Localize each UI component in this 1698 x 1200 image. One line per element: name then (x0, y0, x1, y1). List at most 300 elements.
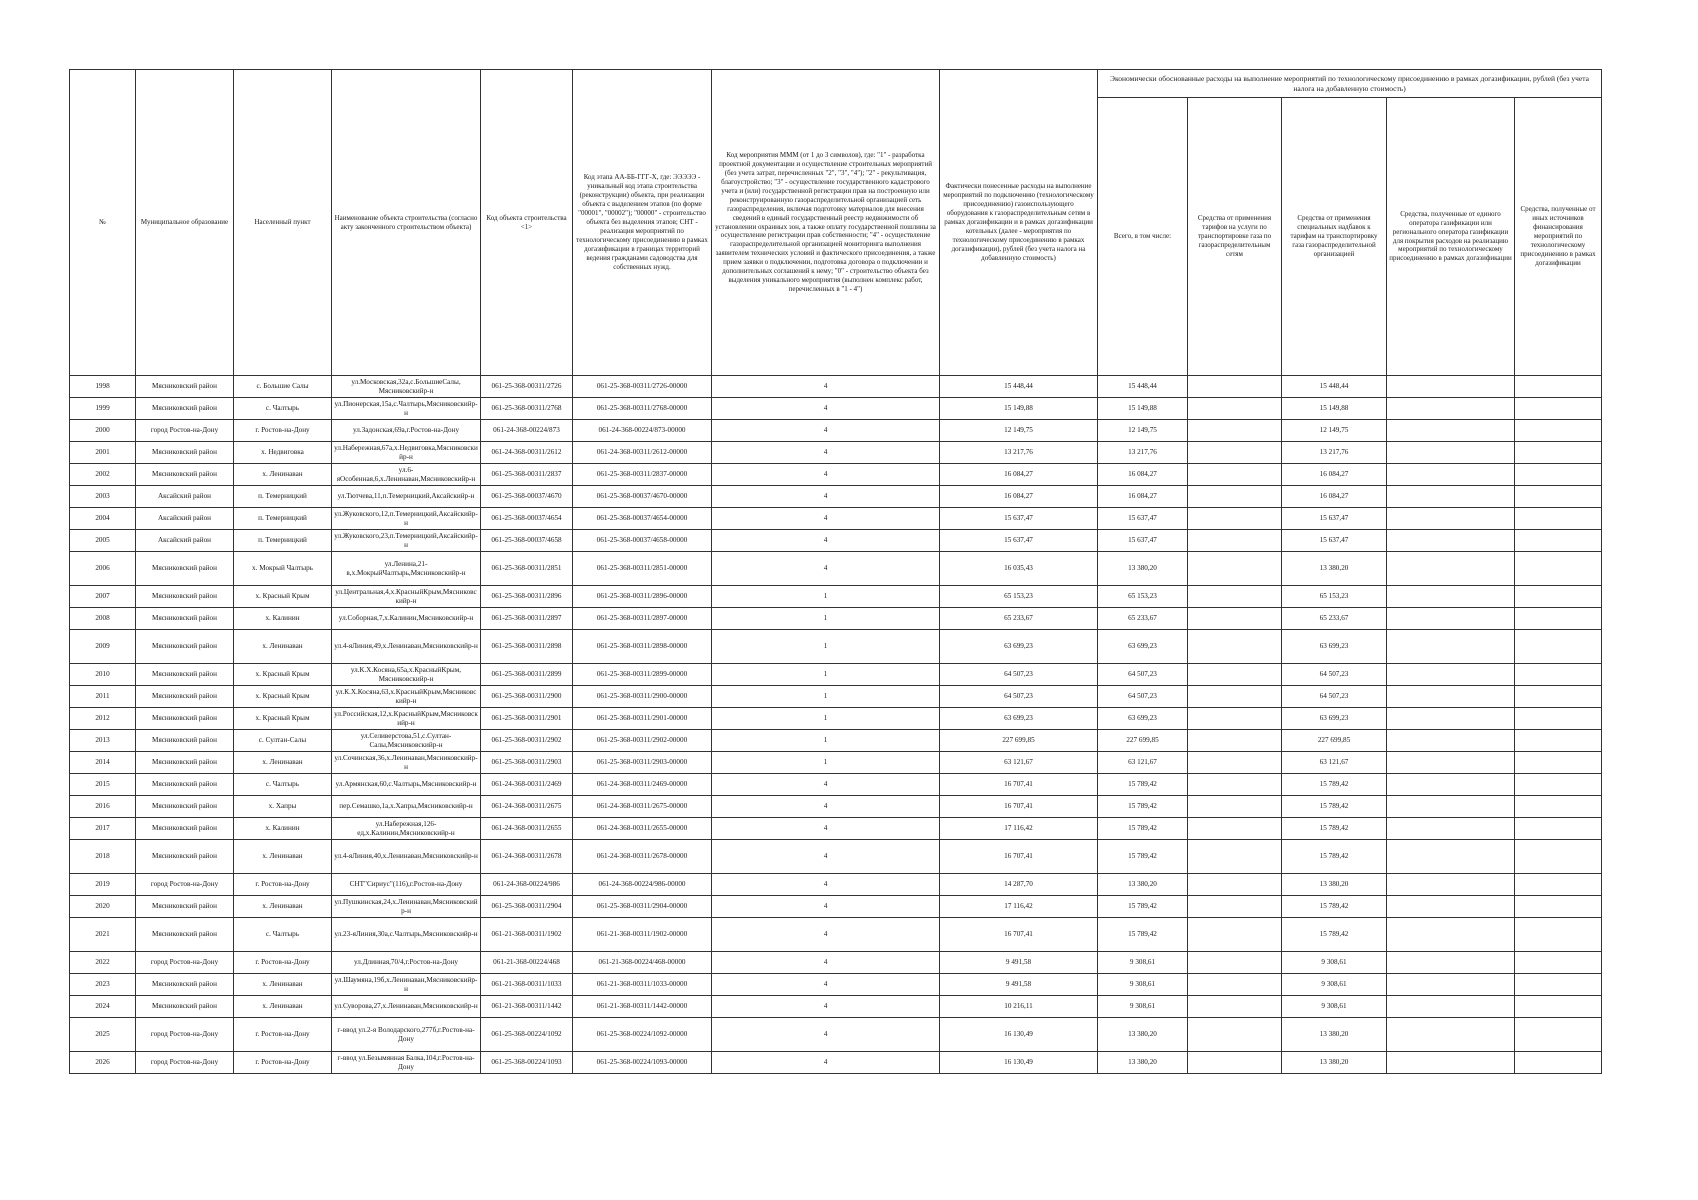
stage-code-cell: 061-24-368-00311/2678-00000 (573, 840, 712, 874)
settlement-cell: с. Чалтырь (234, 918, 332, 952)
municipality-cell: Мясниковский район (136, 996, 234, 1018)
table-row (70, 420, 1602, 442)
operator-funds-cell (1387, 874, 1515, 896)
total-cell: 13 380,20 (1098, 552, 1188, 586)
other-sources-cell (1515, 774, 1602, 796)
municipality-cell: Аксайский район (136, 530, 234, 552)
settlement-cell: х. Красный Крым (234, 686, 332, 708)
object-code-cell: 061-25-368-00311/2903 (481, 752, 573, 774)
stage-code-cell: 061-25-368-00311/2896-00000 (573, 586, 712, 608)
tariff-funds-cell (1188, 508, 1282, 530)
actual-costs-cell: 16 130,49 (940, 1052, 1098, 1074)
other-sources-cell (1515, 840, 1602, 874)
row-number: 2001 (70, 442, 136, 464)
total-cell: 65 153,23 (1098, 586, 1188, 608)
special-markup-cell: 15 789,42 (1282, 818, 1387, 840)
row-number: 1998 (70, 376, 136, 398)
event-code-cell: 4 (712, 486, 940, 508)
event-code-cell: 4 (712, 874, 940, 896)
municipality-cell: Мясниковский район (136, 752, 234, 774)
object-code-cell: 061-24-368-00311/2675 (481, 796, 573, 818)
stage-code-cell: 061-21-368-00224/468-00000 (573, 952, 712, 974)
event-code-cell: 4 (712, 774, 940, 796)
special-markup-cell: 13 217,76 (1282, 442, 1387, 464)
operator-funds-cell (1387, 464, 1515, 486)
tariff-funds-cell (1188, 774, 1282, 796)
municipality-cell: Мясниковский район (136, 708, 234, 730)
other-sources-cell (1515, 796, 1602, 818)
row-number: 2018 (70, 840, 136, 874)
actual-costs-cell: 15 637,47 (940, 530, 1098, 552)
total-cell: 13 380,20 (1098, 874, 1188, 896)
event-code-cell: 4 (712, 996, 940, 1018)
row-number: 2026 (70, 1052, 136, 1074)
settlement-cell: с. Чалтырь (234, 774, 332, 796)
municipality-cell: Мясниковский район (136, 840, 234, 874)
tariff-funds-cell (1188, 398, 1282, 420)
tariff-funds-cell (1188, 974, 1282, 996)
other-sources-cell (1515, 752, 1602, 774)
table-row (70, 896, 1602, 918)
object-code-cell: 061-25-368-00037/4658 (481, 530, 573, 552)
tariff-funds-cell (1188, 586, 1282, 608)
table-row (70, 730, 1602, 752)
row-number: 2000 (70, 420, 136, 442)
actual-costs-cell: 15 637,47 (940, 508, 1098, 530)
settlement-cell: х. Ленинаван (234, 974, 332, 996)
special-markup-cell: 63 121,67 (1282, 752, 1387, 774)
special-markup-cell: 16 084,27 (1282, 464, 1387, 486)
object-name-cell: ул.Пионерская,15а,с.Чалтырь,Мясниковскийр-н (332, 398, 481, 420)
special-markup-cell: 63 699,23 (1282, 630, 1387, 664)
operator-funds-cell (1387, 376, 1515, 398)
total-cell: 15 448,44 (1098, 376, 1188, 398)
total-cell: 64 507,23 (1098, 686, 1188, 708)
object-code-cell: 061-24-368-00311/2612 (481, 442, 573, 464)
header-other-sources: Средства, полученные от иных источников финансирования мероприятий по технологическому присоединению в рамках догазификации (1515, 98, 1602, 376)
special-markup-cell: 15 789,42 (1282, 774, 1387, 796)
event-code-cell: 1 (712, 730, 940, 752)
stage-code-cell: 061-25-368-00311/2768-00000 (573, 398, 712, 420)
table-row (70, 586, 1602, 608)
actual-costs-cell: 9 491,58 (940, 952, 1098, 974)
object-name-cell: ул.Московская,32а,с.БольшиеСалы, Мясниковскийр-н (332, 376, 481, 398)
actual-costs-cell: 63 699,23 (940, 708, 1098, 730)
settlement-cell: х. Ленинаван (234, 896, 332, 918)
actual-costs-cell: 13 217,76 (940, 442, 1098, 464)
special-markup-cell: 13 380,20 (1282, 1052, 1387, 1074)
object-name-cell: СНТ"Сириус"(116),г.Ростов-на-Дону (332, 874, 481, 896)
stage-code-cell: 061-25-368-00311/2901-00000 (573, 708, 712, 730)
other-sources-cell (1515, 874, 1602, 896)
event-code-cell: 4 (712, 442, 940, 464)
tariff-funds-cell (1188, 996, 1282, 1018)
municipality-cell: Мясниковский район (136, 608, 234, 630)
tariff-funds-cell (1188, 896, 1282, 918)
settlement-cell: с. Султан-Салы (234, 730, 332, 752)
total-cell: 15 789,42 (1098, 840, 1188, 874)
stage-code-cell: 061-21-368-00311/1902-00000 (573, 918, 712, 952)
actual-costs-cell: 12 149,75 (940, 420, 1098, 442)
special-markup-cell: 64 507,23 (1282, 686, 1387, 708)
object-code-cell: 061-25-368-00224/1093 (481, 1052, 573, 1074)
row-number: 2020 (70, 896, 136, 918)
operator-funds-cell (1387, 774, 1515, 796)
operator-funds-cell (1387, 796, 1515, 818)
operator-funds-cell (1387, 530, 1515, 552)
actual-costs-cell: 14 287,70 (940, 874, 1098, 896)
row-number: 2016 (70, 796, 136, 818)
table-row (70, 840, 1602, 874)
operator-funds-cell (1387, 1052, 1515, 1074)
other-sources-cell (1515, 464, 1602, 486)
row-number: 2002 (70, 464, 136, 486)
other-sources-cell (1515, 586, 1602, 608)
settlement-cell: с. Большие Салы (234, 376, 332, 398)
object-code-cell: 061-25-368-00311/2899 (481, 664, 573, 686)
object-name-cell: ул.К.Х.Косяна,63,х.КрасныйКрым,Мясниковскийр-н (332, 686, 481, 708)
object-code-cell: 061-25-368-00311/2837 (481, 464, 573, 486)
special-markup-cell: 15 789,42 (1282, 796, 1387, 818)
municipality-cell: Мясниковский район (136, 398, 234, 420)
total-cell: 13 380,20 (1098, 1052, 1188, 1074)
table-body (70, 376, 1602, 1074)
operator-funds-cell (1387, 918, 1515, 952)
special-markup-cell: 9 308,61 (1282, 952, 1387, 974)
special-markup-cell: 15 789,42 (1282, 918, 1387, 952)
object-name-cell: ул.Ленина,21-в,х.МокрыйЧалтырь,Мясниковскийр-н (332, 552, 481, 586)
table-row (70, 530, 1602, 552)
special-markup-cell: 64 507,23 (1282, 664, 1387, 686)
row-number: 2008 (70, 608, 136, 630)
event-code-cell: 4 (712, 918, 940, 952)
stage-code-cell: 061-25-368-00311/2897-00000 (573, 608, 712, 630)
other-sources-cell (1515, 630, 1602, 664)
table-row (70, 630, 1602, 664)
object-name-cell: г-ввод ул.2-я Володарского,277б,г.Ростов-на-Дону (332, 1018, 481, 1052)
header-total: Всего, в том числе: (1098, 98, 1188, 376)
total-cell: 15 789,42 (1098, 818, 1188, 840)
event-code-cell: 4 (712, 464, 940, 486)
total-cell: 63 699,23 (1098, 630, 1188, 664)
object-name-cell: ул.Сочинская,36,х.Ленинаван,Мясниковскийр-н (332, 752, 481, 774)
object-code-cell: 061-25-368-00311/2851 (481, 552, 573, 586)
municipality-cell: Мясниковский район (136, 376, 234, 398)
tariff-funds-cell (1188, 420, 1282, 442)
event-code-cell: 4 (712, 1018, 940, 1052)
object-code-cell: 061-25-368-00311/2901 (481, 708, 573, 730)
total-cell: 15 789,42 (1098, 896, 1188, 918)
row-number: 2022 (70, 952, 136, 974)
total-cell: 64 507,23 (1098, 664, 1188, 686)
tariff-funds-cell (1188, 918, 1282, 952)
municipality-cell: Мясниковский район (136, 818, 234, 840)
settlement-cell: х. Ленинаван (234, 630, 332, 664)
object-name-cell: ул.Задонская,69а,г.Ростов-на-Дону (332, 420, 481, 442)
object-code-cell: 061-25-368-00224/1092 (481, 1018, 573, 1052)
municipality-cell: Мясниковский район (136, 796, 234, 818)
table-row (70, 486, 1602, 508)
object-code-cell: 061-21-368-00311/1902 (481, 918, 573, 952)
tariff-funds-cell (1188, 708, 1282, 730)
actual-costs-cell: 16 707,41 (940, 840, 1098, 874)
header-row-group (70, 70, 1602, 98)
object-code-cell: 061-25-368-00311/2902 (481, 730, 573, 752)
settlement-cell: г. Ростов-на-Дону (234, 952, 332, 974)
municipality-cell: город Ростов-на-Дону (136, 1052, 234, 1074)
settlement-cell: х. Ленинаван (234, 752, 332, 774)
object-name-cell: г-ввод ул.Безымянная Балка,104,г.Ростов-на-Дону (332, 1052, 481, 1074)
table-row (70, 752, 1602, 774)
total-cell: 65 233,67 (1098, 608, 1188, 630)
object-code-cell: 061-24-368-00224/986 (481, 874, 573, 896)
municipality-cell: Мясниковский район (136, 664, 234, 686)
object-name-cell: ул.Центральная,4,х.КрасныйКрым,Мясниковскийр-н (332, 586, 481, 608)
table-row (70, 664, 1602, 686)
header-object-name: Наименование объекта строительства (согласно акту законченного строительством объекта) (332, 70, 481, 376)
tariff-funds-cell (1188, 1018, 1282, 1052)
special-markup-cell: 13 380,20 (1282, 1018, 1387, 1052)
table-row (70, 376, 1602, 398)
table-row (70, 996, 1602, 1018)
special-markup-cell: 15 637,47 (1282, 508, 1387, 530)
row-number: 2024 (70, 996, 136, 1018)
special-markup-cell: 13 380,20 (1282, 552, 1387, 586)
settlement-cell: х. Ленинаван (234, 996, 332, 1018)
stage-code-cell: 061-25-368-00311/2900-00000 (573, 686, 712, 708)
row-number: 2005 (70, 530, 136, 552)
event-code-cell: 1 (712, 686, 940, 708)
object-code-cell: 061-25-368-00311/2768 (481, 398, 573, 420)
row-number: 2021 (70, 918, 136, 952)
settlement-cell: х. Недвиговка (234, 442, 332, 464)
object-code-cell: 061-25-368-00037/4654 (481, 508, 573, 530)
table-row (70, 398, 1602, 420)
other-sources-cell (1515, 818, 1602, 840)
stage-code-cell: 061-24-368-00224/986-00000 (573, 874, 712, 896)
settlement-cell: х. Красный Крым (234, 586, 332, 608)
tariff-funds-cell (1188, 874, 1282, 896)
other-sources-cell (1515, 552, 1602, 586)
header-econ-group: Экономически обоснованные расходы на выполнение мероприятий по технологическому присоединению в рамках догазификации, рублей (без учета налога на добавленную стоимость) (1098, 70, 1602, 98)
actual-costs-cell: 16 084,27 (940, 486, 1098, 508)
operator-funds-cell (1387, 586, 1515, 608)
other-sources-cell (1515, 952, 1602, 974)
stage-code-cell: 061-21-368-00311/1442-00000 (573, 996, 712, 1018)
header-municipality: Муниципальное образование (136, 70, 234, 376)
special-markup-cell: 16 084,27 (1282, 486, 1387, 508)
total-cell: 15 637,47 (1098, 508, 1188, 530)
operator-funds-cell (1387, 896, 1515, 918)
settlement-cell: х. Ленинаван (234, 464, 332, 486)
actual-costs-cell: 65 233,67 (940, 608, 1098, 630)
municipality-cell: Мясниковский район (136, 896, 234, 918)
settlement-cell: х. Красный Крым (234, 664, 332, 686)
object-name-cell: ул.Пушкинская,24,х.Ленинаван,Мясниковскийр-н (332, 896, 481, 918)
stage-code-cell: 061-24-368-00311/2655-00000 (573, 818, 712, 840)
object-name-cell: ул.К.Х.Косяна,65а,х.КрасныйКрым, Мясниковскийр-н (332, 664, 481, 686)
total-cell: 15 637,47 (1098, 530, 1188, 552)
operator-funds-cell (1387, 730, 1515, 752)
stage-code-cell: 061-25-368-00311/2903-00000 (573, 752, 712, 774)
row-number: 2009 (70, 630, 136, 664)
operator-funds-cell (1387, 996, 1515, 1018)
object-name-cell: ул.Шаумяна,19б,х.Ленинаван,Мясниковскийр-н (332, 974, 481, 996)
object-code-cell: 061-21-368-00311/1033 (481, 974, 573, 996)
stage-code-cell: 061-24-368-00311/2612-00000 (573, 442, 712, 464)
municipality-cell: Мясниковский район (136, 552, 234, 586)
other-sources-cell (1515, 686, 1602, 708)
operator-funds-cell (1387, 664, 1515, 686)
other-sources-cell (1515, 1052, 1602, 1074)
special-markup-cell: 15 789,42 (1282, 840, 1387, 874)
object-name-cell: ул.Жуковского,12,п.Темерницкий,Аксайскийр-н (332, 508, 481, 530)
special-markup-cell: 227 699,85 (1282, 730, 1387, 752)
header-settlement: Населенный пункт (234, 70, 332, 376)
operator-funds-cell (1387, 952, 1515, 974)
object-name-cell: ул.Суворова,27,х.Ленинаван,Мясниковскийр-н (332, 996, 481, 1018)
actual-costs-cell: 16 084,27 (940, 464, 1098, 486)
settlement-cell: х. Мокрый Чалтырь (234, 552, 332, 586)
object-code-cell: 061-24-368-00311/2469 (481, 774, 573, 796)
operator-funds-cell (1387, 398, 1515, 420)
tariff-funds-cell (1188, 464, 1282, 486)
total-cell: 15 789,42 (1098, 918, 1188, 952)
object-code-cell: 061-25-368-00311/2726 (481, 376, 573, 398)
total-cell: 16 084,27 (1098, 464, 1188, 486)
table-row (70, 464, 1602, 486)
object-name-cell: ул.Длинная,70/4,г.Ростов-на-Дону (332, 952, 481, 974)
municipality-cell: Аксайский район (136, 486, 234, 508)
settlement-cell: г. Ростов-на-Дону (234, 1052, 332, 1074)
row-number: 2004 (70, 508, 136, 530)
row-number: 2015 (70, 774, 136, 796)
stage-code-cell: 061-25-368-00311/2899-00000 (573, 664, 712, 686)
other-sources-cell (1515, 730, 1602, 752)
header-special-markup: Средства от применения специальных надбавок к тарифам на транспортировку газа газораспределительной организацией (1282, 98, 1387, 376)
operator-funds-cell (1387, 818, 1515, 840)
object-code-cell: 061-25-368-00037/4670 (481, 486, 573, 508)
tariff-funds-cell (1188, 376, 1282, 398)
actual-costs-cell: 16 707,41 (940, 918, 1098, 952)
cost-table (69, 69, 1602, 1074)
other-sources-cell (1515, 608, 1602, 630)
event-code-cell: 4 (712, 398, 940, 420)
tariff-funds-cell (1188, 530, 1282, 552)
actual-costs-cell: 9 491,58 (940, 974, 1098, 996)
row-number: 2003 (70, 486, 136, 508)
special-markup-cell: 65 233,67 (1282, 608, 1387, 630)
actual-costs-cell: 16 707,41 (940, 774, 1098, 796)
stage-code-cell: 061-25-368-00311/2837-00000 (573, 464, 712, 486)
object-name-cell: ул.Набережная,67а,х.Недвиговка,Мясниковскийр-н (332, 442, 481, 464)
event-code-cell: 1 (712, 608, 940, 630)
event-code-cell: 4 (712, 952, 940, 974)
settlement-cell: п. Темерницкий (234, 486, 332, 508)
stage-code-cell: 061-25-368-00037/4658-00000 (573, 530, 712, 552)
operator-funds-cell (1387, 552, 1515, 586)
actual-costs-cell: 227 699,85 (940, 730, 1098, 752)
municipality-cell: город Ростов-на-Дону (136, 420, 234, 442)
settlement-cell: п. Темерницкий (234, 508, 332, 530)
object-name-cell: ул.4-яЛиния,40,х.Ленинаван,Мясниковскийр-н (332, 840, 481, 874)
event-code-cell: 4 (712, 376, 940, 398)
special-markup-cell: 12 149,75 (1282, 420, 1387, 442)
event-code-cell: 1 (712, 708, 940, 730)
other-sources-cell (1515, 974, 1602, 996)
operator-funds-cell (1387, 508, 1515, 530)
other-sources-cell (1515, 398, 1602, 420)
special-markup-cell: 15 448,44 (1282, 376, 1387, 398)
table-row (70, 608, 1602, 630)
actual-costs-cell: 10 216,11 (940, 996, 1098, 1018)
row-number: 1999 (70, 398, 136, 420)
actual-costs-cell: 63 699,23 (940, 630, 1098, 664)
object-code-cell: 061-25-368-00311/2898 (481, 630, 573, 664)
municipality-cell: Мясниковский район (136, 774, 234, 796)
operator-funds-cell (1387, 486, 1515, 508)
tariff-funds-cell (1188, 442, 1282, 464)
row-number: 2019 (70, 874, 136, 896)
settlement-cell: г. Ростов-на-Дону (234, 1018, 332, 1052)
actual-costs-cell: 15 149,88 (940, 398, 1098, 420)
object-name-cell: ул.Армянская,60,с.Чалтырь,Мясниковскийр-н (332, 774, 481, 796)
other-sources-cell (1515, 442, 1602, 464)
object-name-cell: ул.Жуковского,23,п.Темерницкий,Аксайскийр-н (332, 530, 481, 552)
municipality-cell: Мясниковский район (136, 464, 234, 486)
event-code-cell: 1 (712, 664, 940, 686)
special-markup-cell: 15 637,47 (1282, 530, 1387, 552)
stage-code-cell: 061-25-368-00311/2904-00000 (573, 896, 712, 918)
operator-funds-cell (1387, 608, 1515, 630)
settlement-cell: х. Красный Крым (234, 708, 332, 730)
header-tariff-funds: Средства от применения тарифов на услуги по транспортировке газа по газораспределительным сетям (1188, 98, 1282, 376)
event-code-cell: 4 (712, 974, 940, 996)
stage-code-cell: 061-25-368-00311/2851-00000 (573, 552, 712, 586)
stage-code-cell: 061-25-368-00311/2726-00000 (573, 376, 712, 398)
row-number: 2014 (70, 752, 136, 774)
total-cell: 15 149,88 (1098, 398, 1188, 420)
header-num: № (70, 70, 136, 376)
special-markup-cell: 15 149,88 (1282, 398, 1387, 420)
actual-costs-cell: 16 035,43 (940, 552, 1098, 586)
table-row (70, 552, 1602, 586)
event-code-cell: 4 (712, 1052, 940, 1074)
tariff-funds-cell (1188, 752, 1282, 774)
stage-code-cell: 061-24-368-00224/873-00000 (573, 420, 712, 442)
operator-funds-cell (1387, 630, 1515, 664)
row-number: 2010 (70, 664, 136, 686)
event-code-cell: 1 (712, 752, 940, 774)
tariff-funds-cell (1188, 840, 1282, 874)
municipality-cell: город Ростов-на-Дону (136, 874, 234, 896)
tariff-funds-cell (1188, 552, 1282, 586)
total-cell: 227 699,85 (1098, 730, 1188, 752)
settlement-cell: г. Ростов-на-Дону (234, 420, 332, 442)
tariff-funds-cell (1188, 796, 1282, 818)
object-name-cell: пер.Семашко,1а,х.Хапры,Мясниковскийр-н (332, 796, 481, 818)
special-markup-cell: 9 308,61 (1282, 996, 1387, 1018)
total-cell: 16 084,27 (1098, 486, 1188, 508)
table-row (70, 686, 1602, 708)
header-operator-funds: Средства, полученные от единого оператора газификации или регионального оператора газификации для покрытия расходов на реализацию мероприятий по технологическому присоединению в рамках догазификации (1387, 98, 1515, 376)
table-row (70, 818, 1602, 840)
header-stage-code: Код этапа АА-ББ-ГГГ-Х, где: ЭЭЭЭЭ - уникальный код этапа строительства (реконструкции) объекта, при реализации объекта с выделением этапов (по форме "00001", "00002"); "00000" - строительство объекта без выделения этапов; СНТ - реализация мероприятий по технологическому присоединению в рамках догазификации в границах территорий ведения гражданами садоводства для собственных нужд. (573, 70, 712, 376)
settlement-cell: г. Ростов-на-Дону (234, 874, 332, 896)
table-row (70, 1052, 1602, 1074)
special-markup-cell: 65 153,23 (1282, 586, 1387, 608)
stage-code-cell: 061-25-368-00037/4654-00000 (573, 508, 712, 530)
